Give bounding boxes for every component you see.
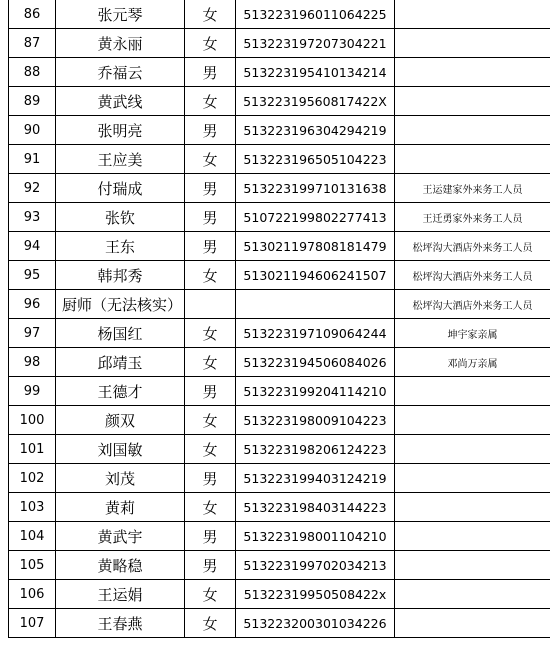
gender: 男 bbox=[185, 232, 236, 261]
gender: 男 bbox=[185, 551, 236, 580]
person-name: 邱靖玉 bbox=[56, 348, 185, 377]
table-row bbox=[9, 116, 550, 145]
id-number bbox=[236, 290, 395, 319]
table-row bbox=[9, 232, 550, 261]
table-row bbox=[9, 0, 550, 29]
person-name: 张钦 bbox=[56, 203, 185, 232]
id-number: 51322319560817422X bbox=[236, 87, 395, 116]
remark bbox=[395, 0, 550, 29]
id-number: 510722199802277413 bbox=[236, 203, 395, 232]
row-number: 91 bbox=[9, 145, 56, 174]
person-name: 王德才 bbox=[56, 377, 185, 406]
id-number: 51322319950508422x bbox=[236, 580, 395, 609]
remark bbox=[395, 58, 550, 87]
table-row bbox=[9, 58, 550, 87]
table-row bbox=[9, 406, 550, 435]
remark: 王迁勇家外来务工人员 bbox=[395, 203, 550, 232]
id-number: 513223197207304221 bbox=[236, 29, 395, 58]
person-name: 黄略稳 bbox=[56, 551, 185, 580]
id-number: 513021197808181479 bbox=[236, 232, 395, 261]
row-number: 87 bbox=[9, 29, 56, 58]
remark bbox=[395, 116, 550, 145]
table-row bbox=[9, 29, 550, 58]
remark bbox=[395, 29, 550, 58]
gender: 男 bbox=[185, 58, 236, 87]
gender: 女 bbox=[185, 493, 236, 522]
id-number: 513223196304294219 bbox=[236, 116, 395, 145]
gender: 男 bbox=[185, 377, 236, 406]
table-row bbox=[9, 348, 550, 377]
gender: 男 bbox=[185, 116, 236, 145]
row-number: 92 bbox=[9, 174, 56, 203]
remark bbox=[395, 377, 550, 406]
remark bbox=[395, 522, 550, 551]
gender: 女 bbox=[185, 0, 236, 29]
gender: 女 bbox=[185, 406, 236, 435]
id-number: 513223198206124223 bbox=[236, 435, 395, 464]
remark bbox=[395, 464, 550, 493]
table-row bbox=[9, 464, 550, 493]
person-name: 张明亮 bbox=[56, 116, 185, 145]
remark: 王运建家外来务工人员 bbox=[395, 174, 550, 203]
row-number: 107 bbox=[9, 609, 56, 638]
gender: 女 bbox=[185, 261, 236, 290]
row-number: 98 bbox=[9, 348, 56, 377]
table-row bbox=[9, 580, 550, 609]
remark bbox=[395, 580, 550, 609]
id-number: 513223196505104223 bbox=[236, 145, 395, 174]
remark: 松坪沟大酒店外来务工人员 bbox=[395, 261, 550, 290]
person-name: 付瑞成 bbox=[56, 174, 185, 203]
id-number: 513223200301034226 bbox=[236, 609, 395, 638]
person-name: 韩邦秀 bbox=[56, 261, 185, 290]
remark bbox=[395, 551, 550, 580]
table-row bbox=[9, 609, 550, 638]
row-number: 86 bbox=[9, 0, 56, 29]
person-name: 张元琴 bbox=[56, 0, 185, 29]
remark: 松坪沟大酒店外来务工人员 bbox=[395, 232, 550, 261]
person-name: 王运娟 bbox=[56, 580, 185, 609]
row-number: 101 bbox=[9, 435, 56, 464]
gender: 女 bbox=[185, 609, 236, 638]
id-number: 513223199702034213 bbox=[236, 551, 395, 580]
person-name: 王东 bbox=[56, 232, 185, 261]
gender: 女 bbox=[185, 145, 236, 174]
person-name: 黄武宇 bbox=[56, 522, 185, 551]
table-row bbox=[9, 435, 550, 464]
table-row bbox=[9, 319, 550, 348]
person-name: 王春燕 bbox=[56, 609, 185, 638]
gender: 男 bbox=[185, 464, 236, 493]
remark bbox=[395, 87, 550, 116]
gender: 女 bbox=[185, 580, 236, 609]
person-name: 黄莉 bbox=[56, 493, 185, 522]
table-row bbox=[9, 290, 550, 319]
person-name: 杨国红 bbox=[56, 319, 185, 348]
row-number: 106 bbox=[9, 580, 56, 609]
person-name: 厨师（无法核实） bbox=[56, 290, 185, 319]
row-number: 96 bbox=[9, 290, 56, 319]
gender: 男 bbox=[185, 522, 236, 551]
table-row bbox=[9, 551, 550, 580]
gender: 女 bbox=[185, 319, 236, 348]
gender: 女 bbox=[185, 435, 236, 464]
remark: 松坪沟大酒店外来务工人员 bbox=[395, 290, 550, 319]
id-number: 513223199710131638 bbox=[236, 174, 395, 203]
person-name: 刘茂 bbox=[56, 464, 185, 493]
table-row bbox=[9, 145, 550, 174]
remark bbox=[395, 493, 550, 522]
table-row bbox=[9, 261, 550, 290]
id-number: 513223199204114210 bbox=[236, 377, 395, 406]
id-number: 513223198009104223 bbox=[236, 406, 395, 435]
row-number: 88 bbox=[9, 58, 56, 87]
person-name: 黄武线 bbox=[56, 87, 185, 116]
id-number: 513223198001104210 bbox=[236, 522, 395, 551]
row-number: 103 bbox=[9, 493, 56, 522]
id-number: 513223195410134214 bbox=[236, 58, 395, 87]
roster-body bbox=[9, 0, 550, 638]
row-number: 89 bbox=[9, 87, 56, 116]
row-number: 94 bbox=[9, 232, 56, 261]
row-number: 99 bbox=[9, 377, 56, 406]
person-name: 颜双 bbox=[56, 406, 185, 435]
gender: 女 bbox=[185, 29, 236, 58]
gender: 女 bbox=[185, 348, 236, 377]
id-number: 513223194506084026 bbox=[236, 348, 395, 377]
gender bbox=[185, 290, 236, 319]
remark: 邓尚万亲属 bbox=[395, 348, 550, 377]
person-name: 黄永丽 bbox=[56, 29, 185, 58]
id-number: 513223198403144223 bbox=[236, 493, 395, 522]
remark bbox=[395, 609, 550, 638]
row-number: 95 bbox=[9, 261, 56, 290]
row-number: 90 bbox=[9, 116, 56, 145]
id-number: 513223199403124219 bbox=[236, 464, 395, 493]
remark bbox=[395, 435, 550, 464]
table-row bbox=[9, 87, 550, 116]
row-number: 104 bbox=[9, 522, 56, 551]
row-number: 93 bbox=[9, 203, 56, 232]
person-name: 王应美 bbox=[56, 145, 185, 174]
gender: 女 bbox=[185, 87, 236, 116]
person-name: 乔福云 bbox=[56, 58, 185, 87]
row-number: 97 bbox=[9, 319, 56, 348]
row-number: 100 bbox=[9, 406, 56, 435]
remark bbox=[395, 406, 550, 435]
id-number: 513021194606241507 bbox=[236, 261, 395, 290]
table-row bbox=[9, 203, 550, 232]
row-number: 105 bbox=[9, 551, 56, 580]
table-row bbox=[9, 522, 550, 551]
table-row bbox=[9, 174, 550, 203]
row-number: 102 bbox=[9, 464, 56, 493]
table-row bbox=[9, 493, 550, 522]
remark: 坤宇家亲属 bbox=[395, 319, 550, 348]
gender: 男 bbox=[185, 203, 236, 232]
person-name: 刘国敏 bbox=[56, 435, 185, 464]
table-row bbox=[9, 377, 550, 406]
remark bbox=[395, 145, 550, 174]
roster-table bbox=[8, 0, 550, 638]
id-number: 513223197109064244 bbox=[236, 319, 395, 348]
id-number: 513223196011064225 bbox=[236, 0, 395, 29]
gender: 男 bbox=[185, 174, 236, 203]
